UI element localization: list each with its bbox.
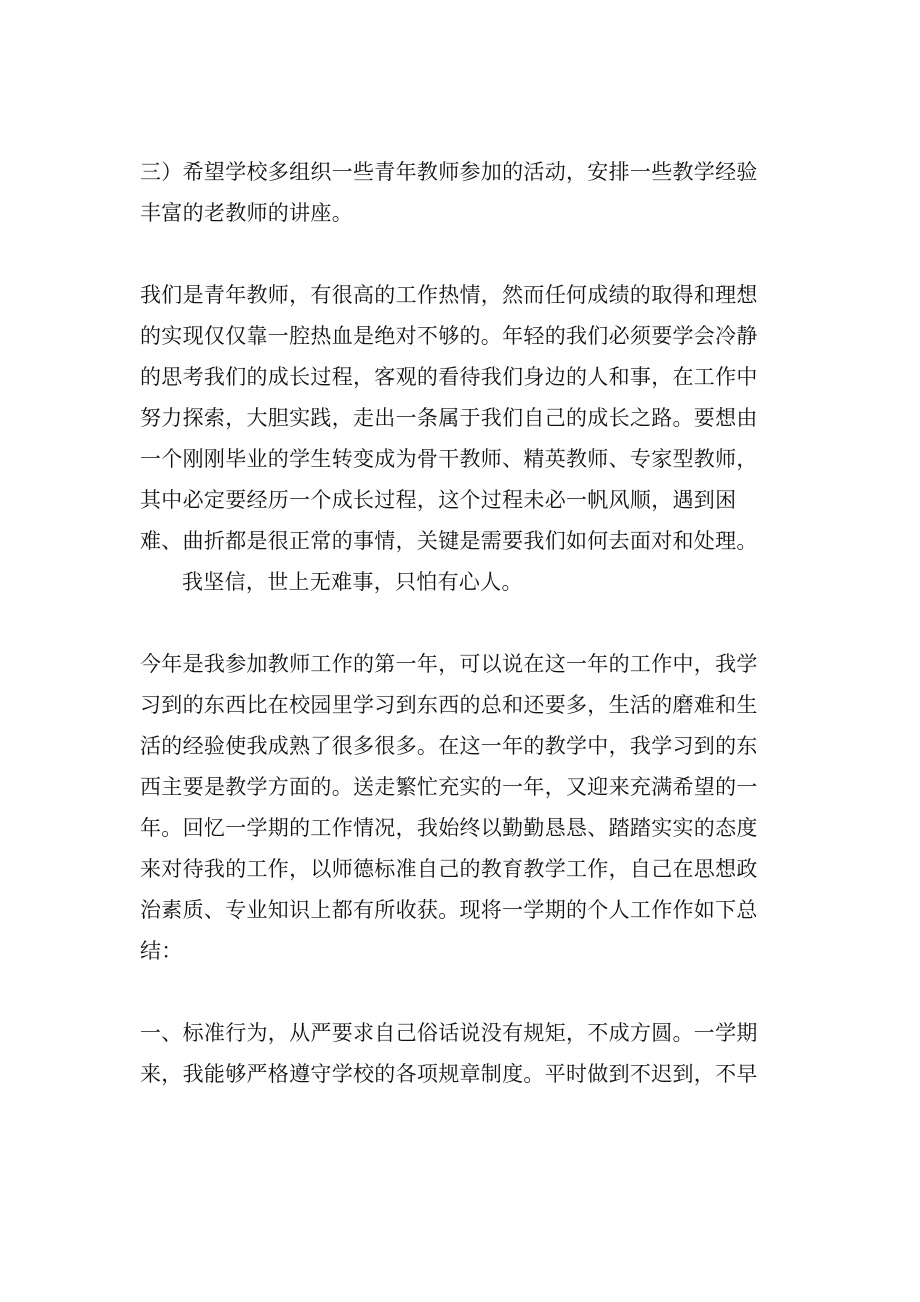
paragraph-suggestion-3: 三）希望学校多组织一些青年教师参加的活动，安排一些教学经验丰富的老教师的讲座。 bbox=[140, 160, 758, 225]
paragraph-section-1: 一、标准行为，从严要求自己俗话说没有规矩，不成方圆。一学期来，我能够严格遵守学校的各项规章制度。平时做到不迟到，不早 bbox=[140, 1021, 758, 1086]
document-body bbox=[140, 152, 772, 1095]
paragraph-first-year-intro: 今年是我参加教师工作的第一年，可以说在这一年的工作中，我学习到的东西比在校园里学习到东西的总和还要多，生活的磨难和生活的经验使我成熟了很多很多。在这一年的教学中，我学习到的东西主要是教学方面的。送走繁忙充实的一年，又迎来充满希望的一年。回忆一学期的工作情况，我始终以勤勤恳恳、踏踏实实的态度来对待我的工作，以师德标准自己的教育教学工作，自己在思想政治素质、专业知识上都有所收获。现将一学期的个人工作作如下总结： bbox=[140, 652, 758, 963]
paragraph-young-teachers: 我们是青年教师，有很高的工作热情，然而任何成绩的取得和理想的实现仅仅靠一腔热血是绝对不够的。年轻的我们必须要学会冷静的思考我们的成长过程，客观的看待我们身边的人和事，在工作中努力探索，大胆实践，走出一条属于我们自己的成长之路。要想由一个刚刚毕业的学生转变成为骨干教师、精英教师、专家型教师，其中必定要经历一个成长过程，这个过程未必一帆风顺，遇到困难、曲折都是很正常的事情，关键是需要我们如何去面对和处理。 bbox=[140, 283, 758, 553]
paragraph-belief: 我坚信，世上无难事，只怕有心人。 bbox=[182, 570, 523, 594]
